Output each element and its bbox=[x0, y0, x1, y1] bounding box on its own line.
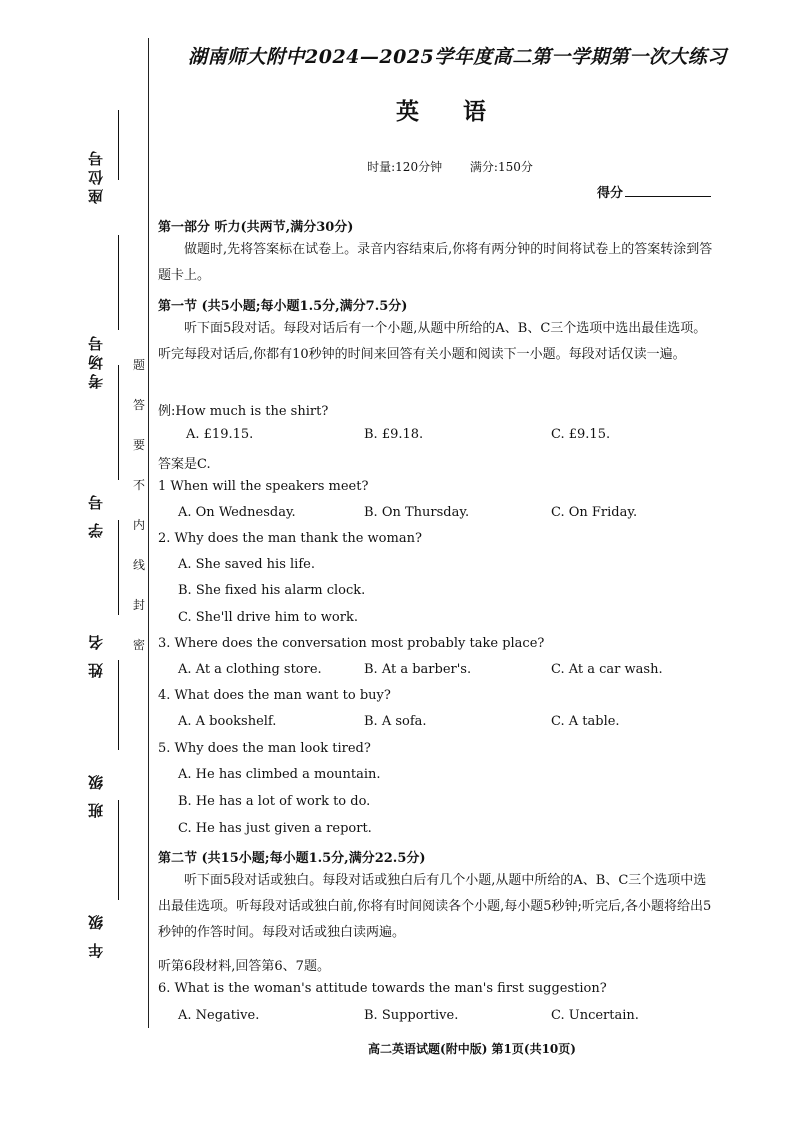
grade-blank[interactable] bbox=[118, 800, 119, 900]
student-id-blank[interactable] bbox=[118, 365, 119, 480]
example-option-c: C. £9.15. bbox=[551, 427, 611, 442]
section1-heading: 第一节 (共5小题;每小题1.5分,满分7.5分) bbox=[158, 299, 408, 314]
q1-option-c[interactable]: C. On Friday. bbox=[551, 505, 638, 520]
section1-intro: 听下面5段对话。每段对话后有一个小题,从题中所给的A、B、C三个选项中选出最佳选项。听完每段对话后,你都有10秒钟的时间来回答有关小题和阅读下一小题。每段对话仅读一遍。 bbox=[158, 321, 707, 362]
seal-char: 题 bbox=[132, 358, 145, 372]
name-field: 姓 名 bbox=[86, 631, 105, 679]
question-5: 5. Why does the man look tired? bbox=[158, 741, 371, 756]
seal-notice bbox=[132, 358, 146, 664]
q6-option-b[interactable]: B. Supportive. bbox=[364, 1008, 459, 1023]
section2-heading: 第二节 (共15小题;每小题1.5分,满分22.5分) bbox=[158, 851, 426, 866]
q6-option-a[interactable]: A. Negative. bbox=[178, 1008, 260, 1023]
seal-char: 密 bbox=[132, 638, 145, 652]
seal-char: 内 bbox=[132, 518, 145, 532]
seal-char: 封 bbox=[132, 598, 145, 612]
q1-option-a[interactable]: A. On Wednesday. bbox=[178, 505, 296, 520]
class-field: 班 级 bbox=[86, 771, 105, 819]
grade-field: 年 级 bbox=[86, 911, 105, 959]
seat-number-blank[interactable] bbox=[118, 110, 119, 180]
part1-intro: 做题时,先将答案标在试卷上。录音内容结束后,你将有两分钟的时间将试卷上的答案转涂到答题卡上。 bbox=[158, 242, 713, 283]
material-note: 听第6段材料,回答第6、7题。 bbox=[158, 959, 330, 974]
exam-title: 湖南师大附中2024—2025学年度高二第一学期第一次大练习 bbox=[188, 46, 727, 68]
exam-room-blank[interactable] bbox=[118, 235, 119, 330]
class-blank[interactable] bbox=[118, 660, 119, 750]
example-option-a: A. £19.15. bbox=[186, 427, 254, 442]
q2-option-c[interactable]: C. She'll drive him to work. bbox=[178, 610, 358, 625]
q5-option-b[interactable]: B. He has a lot of work to do. bbox=[178, 794, 371, 809]
score-blank[interactable] bbox=[625, 196, 711, 197]
name-blank[interactable] bbox=[118, 520, 119, 615]
seal-char: 要 bbox=[132, 438, 145, 452]
exam-room-field: 考场号 bbox=[86, 331, 105, 389]
part1-heading: 第一部分 听力(共两节,满分30分) bbox=[158, 220, 354, 235]
binding-line bbox=[148, 38, 149, 1028]
full-score: 满分:150分 bbox=[469, 160, 533, 174]
binding-margin bbox=[0, 0, 150, 1124]
question-4: 4. What does the man want to buy? bbox=[158, 688, 391, 703]
q4-option-a[interactable]: A. A bookshelf. bbox=[178, 714, 277, 729]
example-question: 例:How much is the shirt? bbox=[158, 404, 329, 419]
q4-option-b[interactable]: B. A sofa. bbox=[364, 714, 427, 729]
q3-option-b[interactable]: B. At a barber's. bbox=[364, 662, 472, 677]
question-6: 6. What is the woman's attitude towards the man's first suggestion? bbox=[158, 981, 607, 996]
section2-intro: 听下面5段对话或独白。每段对话或独白后有几个小题,从题中所给的A、B、C三个选项中选出最佳选项。听每段对话或独白前,你将有时间阅读各个小题,每小题5秒钟;听完后,各小题将给出5秒钟的作答时间。每段对话或独白读两遍。 bbox=[158, 873, 712, 940]
page-footer: 高二英语试题(附中版) 第1页(共10页) bbox=[368, 1042, 576, 1056]
q6-option-c[interactable]: C. Uncertain. bbox=[551, 1008, 639, 1023]
q4-option-c[interactable]: C. A table. bbox=[551, 714, 620, 729]
time-limit: 时量:120分钟 bbox=[367, 160, 443, 174]
q5-option-a[interactable]: A. He has climbed a mountain. bbox=[178, 767, 381, 782]
seal-char: 线 bbox=[132, 558, 145, 572]
exam-meta bbox=[280, 158, 620, 175]
question-1: 1 When will the speakers meet? bbox=[158, 479, 369, 494]
score-box bbox=[597, 182, 711, 201]
seat-number-field: 座位号 bbox=[86, 146, 105, 204]
score-label: 得分 bbox=[597, 186, 624, 201]
question-3: 3. Where does the conversation most probably take place? bbox=[158, 636, 545, 651]
seal-char: 不 bbox=[132, 478, 145, 492]
question-2: 2. Why does the man thank the woman? bbox=[158, 531, 422, 546]
example-answer: 答案是C. bbox=[158, 457, 211, 472]
seal-char: 答 bbox=[132, 398, 145, 412]
q5-option-c[interactable]: C. He has just given a report. bbox=[178, 821, 372, 836]
q1-option-b[interactable]: B. On Thursday. bbox=[364, 505, 470, 520]
q2-option-b[interactable]: B. She fixed his alarm clock. bbox=[178, 583, 366, 598]
q2-option-a[interactable]: A. She saved his life. bbox=[178, 557, 315, 572]
q3-option-c[interactable]: C. At a car wash. bbox=[551, 662, 663, 677]
example-option-b: B. £9.18. bbox=[364, 427, 424, 442]
q3-option-a[interactable]: A. At a clothing store. bbox=[178, 662, 322, 677]
student-id-field: 学 号 bbox=[86, 491, 105, 539]
subject-title: 英 语 bbox=[395, 98, 504, 125]
